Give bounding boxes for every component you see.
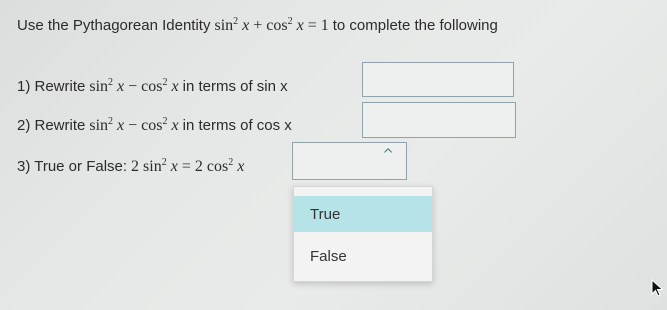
option-true-label: True [310, 205, 341, 223]
instruction-heading [17, 17, 498, 35]
q1-suffix: in terms of sin x [182, 78, 288, 95]
question-1 [17, 78, 288, 96]
mouse-pointer-icon [651, 279, 665, 297]
heading-text-before: Use the Pythagorean Identity [17, 17, 211, 34]
dropdown-option-false[interactable] [294, 238, 432, 274]
q2-expression: $\sin^2 x - \cos^2 x$ [89, 116, 179, 134]
q3-prefix: 3) True or False: [17, 158, 128, 175]
q2-suffix: in terms of cos x [182, 117, 292, 134]
chevron-up-icon: ^ [382, 147, 394, 163]
q1-answer-input[interactable] [362, 62, 514, 97]
dropdown-option-true[interactable] [294, 196, 432, 232]
question-3 [17, 158, 248, 176]
option-false-label: False [310, 247, 347, 265]
heading-text-after: to complete the following [332, 17, 498, 34]
q2-prefix: 2) Rewrite [17, 117, 86, 134]
q3-true-false-dropdown[interactable] [292, 142, 407, 180]
identity-formula: $\sin^2 x + \cos^2 x = 1$ [214, 16, 329, 34]
q2-answer-input[interactable] [362, 102, 516, 138]
dropdown-menu [293, 186, 433, 282]
q3-expression: 2 $\sin^2 x = 2$ $\cos^2 x$ [131, 157, 245, 175]
q1-prefix: 1) Rewrite [17, 78, 86, 95]
question-2 [17, 117, 292, 135]
q1-expression: $\sin^2 x - \cos^2 x$ [89, 77, 179, 95]
